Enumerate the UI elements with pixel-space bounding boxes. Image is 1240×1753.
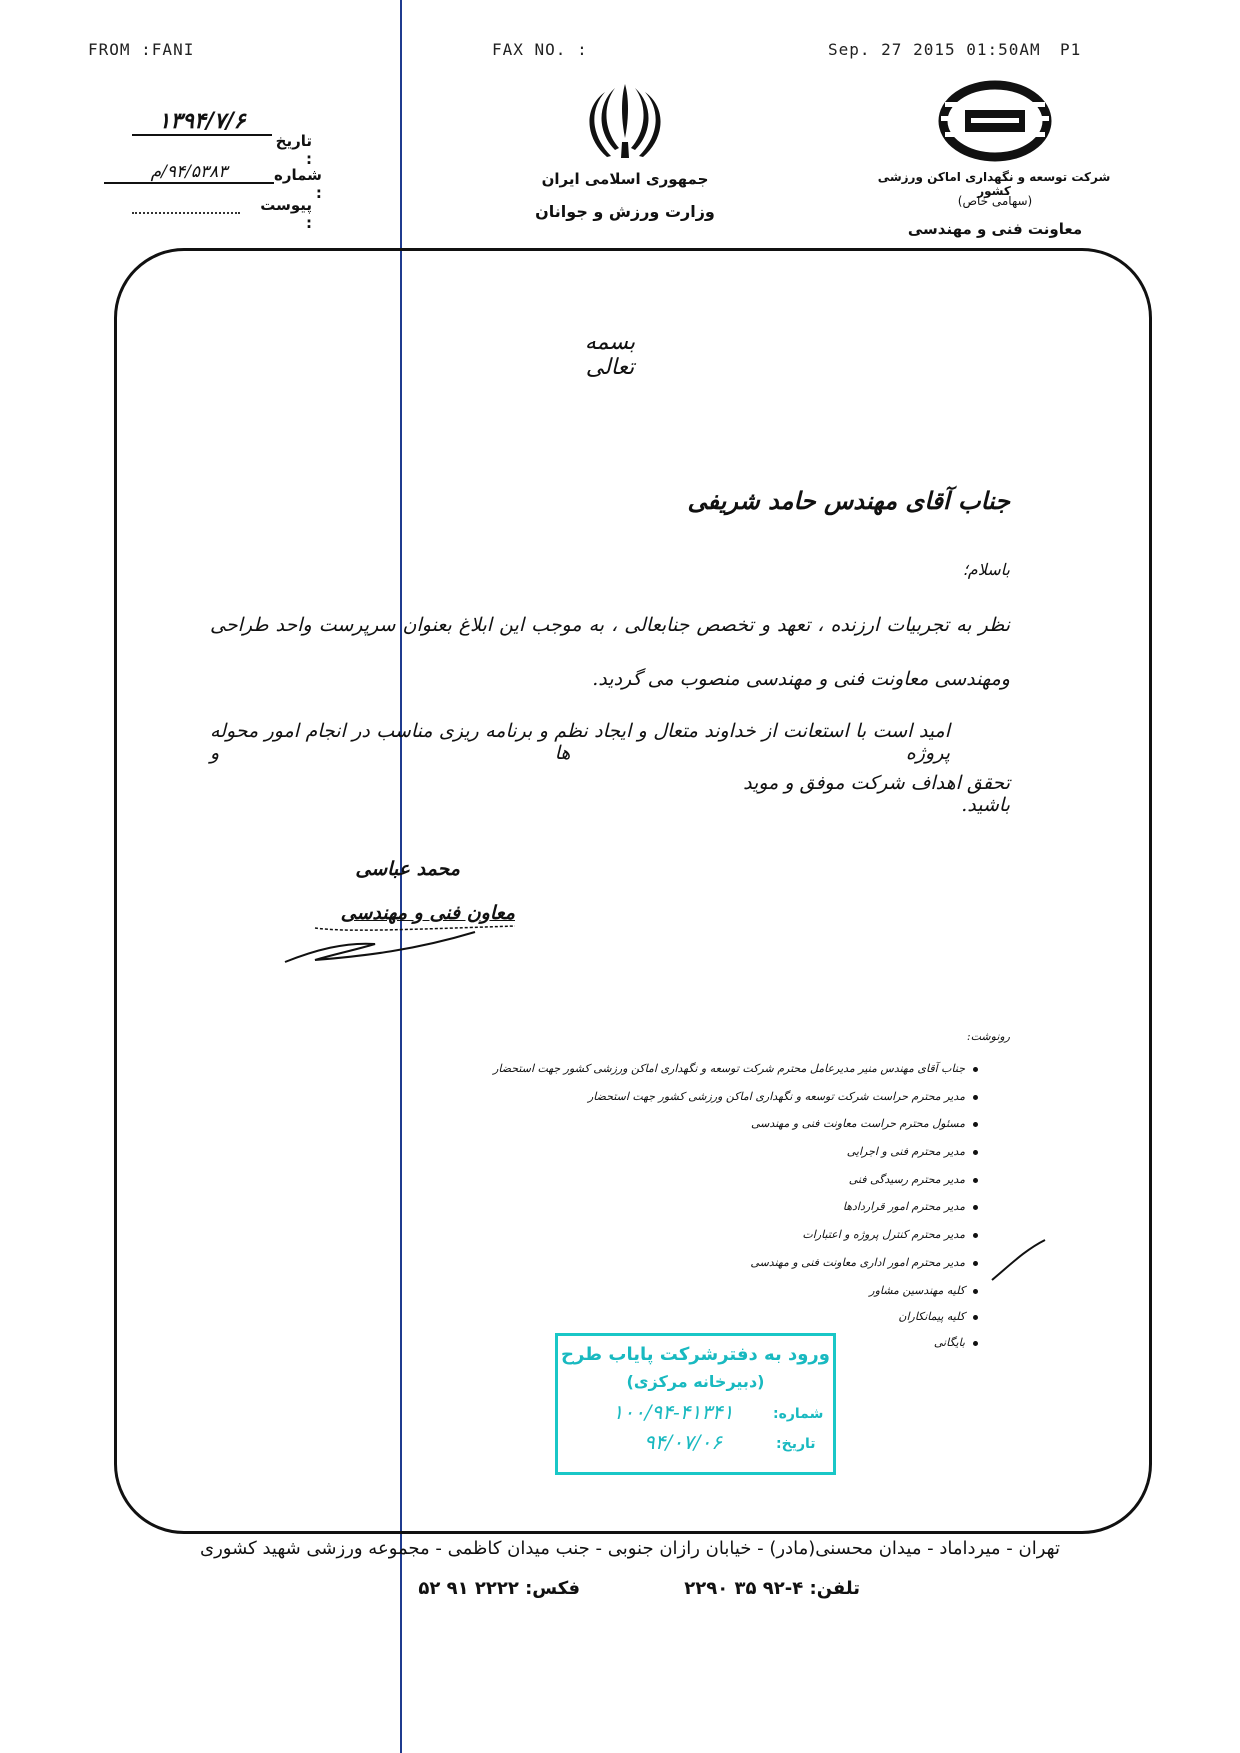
footer-fax: فکس: ۲۲۲۲ ۹۱ ۵۲	[418, 1578, 580, 1599]
cc-item: مدیر محترم رسیدگی فنی	[478, 1173, 978, 1186]
cc-item: بایگانی	[478, 1336, 978, 1349]
stamp-title: ورود به دفترشرکت پایاب طرح	[561, 1344, 830, 1365]
cc-heading: رونوشت:	[966, 1030, 1010, 1043]
signer-name: محمد عباسی	[355, 858, 460, 880]
attachment-line	[132, 212, 240, 214]
body-line-3: امید است با استعانت از خداوند متعال و ایجاد نظم و برنامه ریزی مناسب در انجام امور محوله پروژه ها و	[210, 720, 950, 764]
cc-item: مدیر محترم کنترل پروژه و اعتبارات	[478, 1228, 978, 1241]
number-value: ۹۴/۵۳۸۳/م	[104, 162, 274, 184]
cc-item: مدیر محترم فنی و اجرایی	[478, 1145, 978, 1158]
ministry-name: وزارت ورزش و جوانان	[535, 202, 715, 221]
body-line-1: نظر به تجربیات ارزنده ، تعهد و تخصص جنابعالی ، به موجب این ابلاغ بعنوان سرپرست واحد طراحی	[210, 614, 1010, 636]
date-label: تاریخ :	[275, 132, 312, 168]
company-name: شرکت توسعه و نگهداری اماکن ورزشی کشور	[877, 170, 1111, 198]
cc-item: مدیر محترم امور اداری معاونت فنی و مهندسی	[478, 1256, 978, 1269]
recipient: جناب آقای مهندس حامد شریفی	[687, 486, 1010, 515]
company-department: معاونت فنی و مهندسی	[907, 220, 1083, 238]
fax-datetime: Sep. 27 2015 01:50AM	[828, 40, 1041, 59]
iran-emblem-icon	[585, 78, 665, 160]
footer-phone: تلفن: ۴-۹۲ ۳۵ ۲۲۹۰	[684, 1578, 860, 1599]
cc-item: مدیر محترم حراست شرکت توسعه و نگهداری اماکن ورزشی کشور جهت استحضار	[478, 1090, 978, 1103]
greeting: باسلام؛	[962, 560, 1010, 579]
stamp-date-value: ۹۴/۰۷/۰۶	[644, 1430, 722, 1454]
fax-number-label: FAX NO. :	[492, 40, 588, 59]
cc-item: جناب آقای مهندس منیر مدیرعامل محترم شرکت توسعه و نگهداری اماکن ورزشی کشور جهت استحضار	[478, 1062, 978, 1075]
fax-page: P1	[1060, 40, 1082, 59]
handwritten-signature-icon	[275, 920, 525, 970]
cc-item: کلیه مهندسین مشاور	[478, 1284, 978, 1297]
receipt-stamp	[555, 1333, 836, 1475]
body-line-2: ومهندسی معاونت فنی و مهندسی منصوب می گردید.	[592, 668, 1010, 690]
attachment-label: پیوست :	[260, 196, 312, 232]
date-value: ۱۳۹۴/۷/۶	[132, 108, 272, 136]
company-logo-icon	[935, 80, 1055, 162]
cc-item: مدیر محترم امور قراردادها	[478, 1200, 978, 1213]
fax-from: FROM :FANI	[88, 40, 195, 59]
signer-title: معاون فنی و مهندسی	[340, 902, 515, 924]
footer-address: تهران - میرداماد - میدان محسنی(مادر) - خیابان رازان جنوبی - جنب میدان کاظمی - مجموعه ورزشی شهید کشوری	[200, 1538, 1060, 1559]
cc-item: کلیه پیمانکاران	[478, 1310, 978, 1323]
number-label: شماره :	[273, 166, 322, 202]
stamp-number-label: شماره:	[773, 1406, 824, 1422]
initials-mark-icon	[990, 1235, 1050, 1285]
stamp-subtitle: (دبیرخانه مرکزی)	[626, 1372, 765, 1391]
stamp-date-label: تاریخ:	[776, 1436, 816, 1452]
stamp-number-value: ۱۰۰/۹۴-۴۱۳۴۱	[612, 1400, 734, 1424]
republic-name: جمهوری اسلامی ایران	[541, 170, 709, 188]
invocation: بسمه تعالی	[584, 330, 636, 380]
cc-item: مسئول محترم حراست معاونت فنی و مهندسی	[478, 1117, 978, 1130]
body-line-4: تحقق اهداف شرکت موفق و موید باشید.	[743, 772, 1010, 816]
company-type: (سهامی خاص)	[957, 194, 1033, 208]
